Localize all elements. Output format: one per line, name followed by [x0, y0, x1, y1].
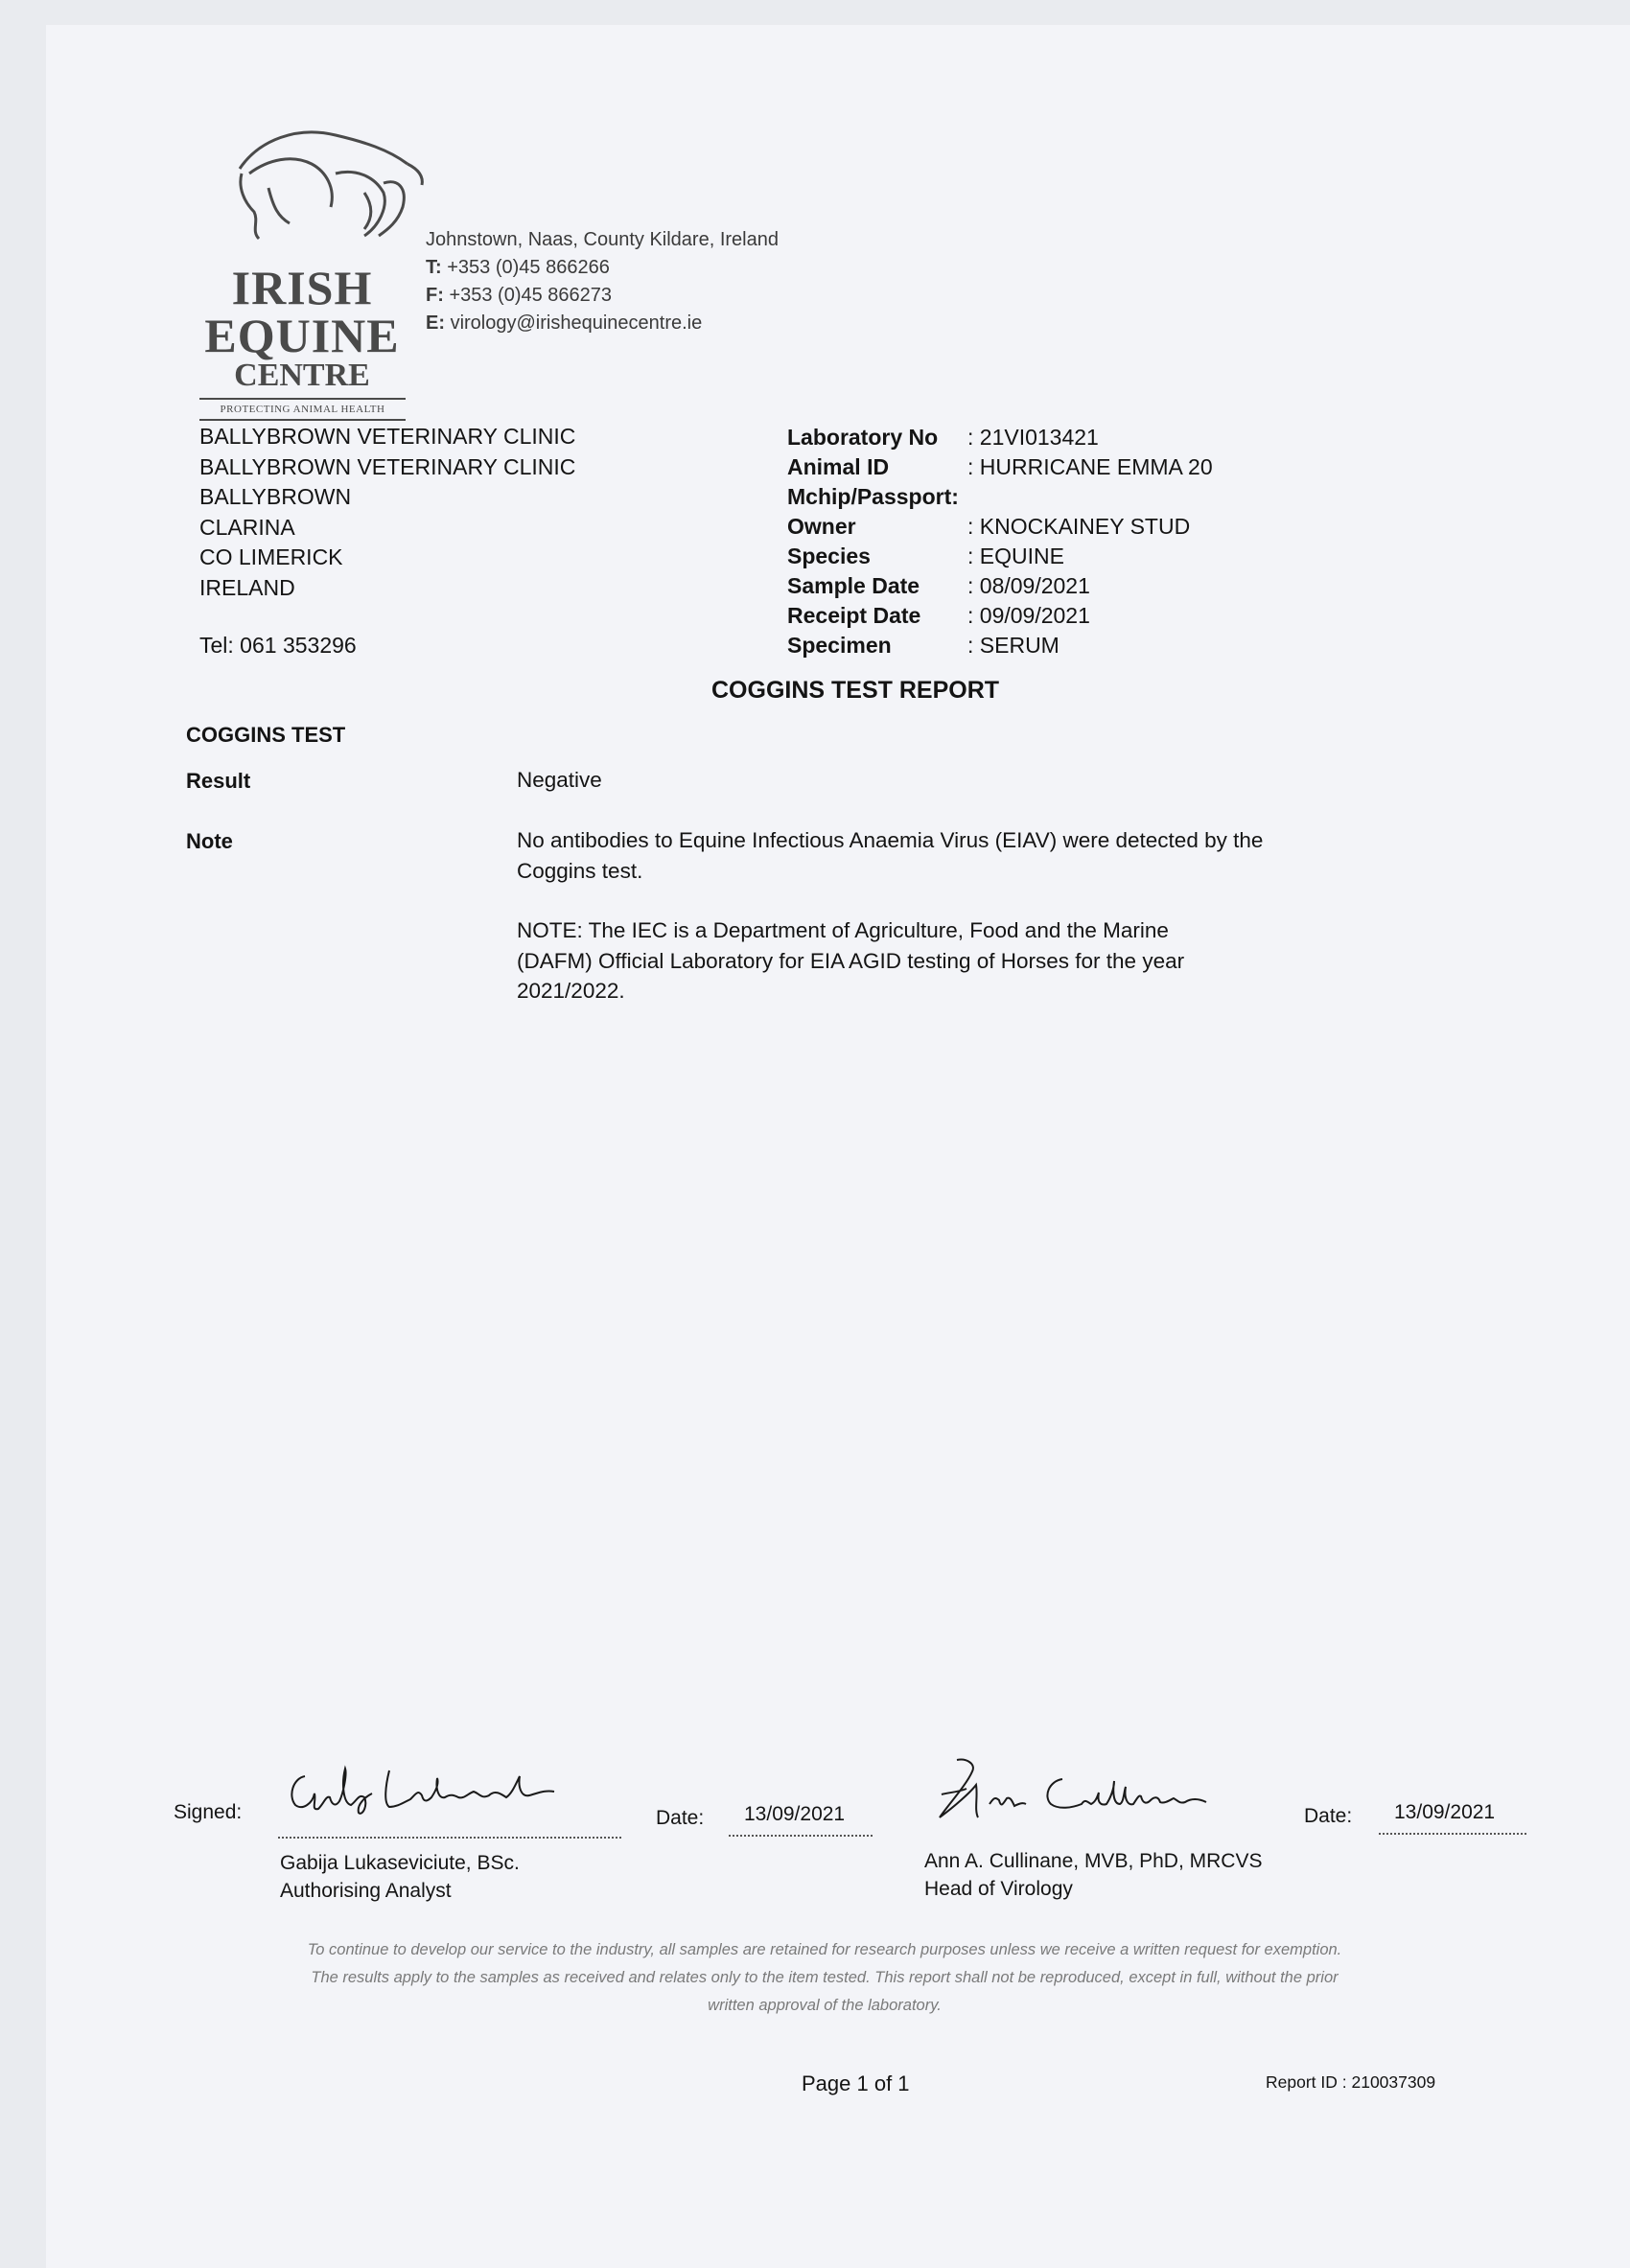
signer2-date: 13/09/2021: [1394, 1801, 1496, 1823]
disclaimer-line-1: To continue to develop our service to the industry, all samples are retained for research purposes unless we receive a written request for exemption.: [307, 1941, 1342, 1958]
note-text: No antibodies to Equine Infectious Anaemia Virus (EIAV) were detected by the Coggins test.: [517, 828, 1264, 883]
signed-label: Signed:: [174, 1801, 243, 1823]
contact-block: [426, 226, 1001, 337]
logo-line-equine: EQUINE: [204, 309, 400, 362]
signer1-date: 13/09/2021: [744, 1803, 846, 1825]
result-value: Negative: [517, 768, 602, 792]
logo-line-centre: CENTRE: [234, 358, 370, 393]
logo-line-irish: IRISH: [231, 261, 373, 314]
logo-tagline: PROTECTING ANIMAL HEALTH: [220, 404, 385, 415]
signer2-name: Ann A. Cullinane, MVB, PhD, MRCVS: [924, 1850, 1263, 1872]
note-label: Note: [186, 829, 233, 853]
document-page: IRISH EQUINE CENTRE PROTECTING ANIMAL HEALTH Johnstown, Naas, County Kildare, Ireland T: +353 (0)45 866266 F: +353 (0)45 866273 E: virology@irishequinecentre.ie BALLYBROWN VETERINARY CLINIC BALLYBROWN VETERINARY CLINIC BALLYBROWN CLARINA CO LIMERICK IRELAND Tel: 061 353296 Laboratory No : 21VI013421 Animal ID : HURRICANE EMMA 20 Mchip/Passport: Owner : KNOCKAINEY STUD Species : EQUINE Sample Date : 08/09/2021 Receipt Date : 09/09/2021 Specimen : SERUM COGGINS TEST REPORT COGGINS TEST Result Negative Note No antibodies to Equine Infectious Anaemia Virus (EIAV) were detected by the Coggins test. NOTE: The IEC is a Department of Agriculture, Food and the Marine (DAFM) Official Laboratory for EIA AGID testing of Horses for the year 2021/2022. Signed: Gabija Lukaseviciute, BSc. Authorising Analyst Date: 13/09/2021 Ann A. Cullinane, MVB, PhD, MRCVS Head of Virology Date: 13/09/2021 To continue to develop our service to the industry, all samples are retained for research purposes unless we receive a written request for exemption. The results apply to the samples as received and relates only to the item tested. This report shall not be reproduced, except in full, without the prior written approval of the laboratory. Page 1 of 1 Report ID : 210037309: [46, 25, 1630, 2268]
date-line-2: [1379, 1833, 1526, 1835]
signer2-title: Head of Virology: [924, 1878, 1073, 1900]
contact-address: Johnstown, Naas, County Kildare, Ireland: [426, 229, 779, 250]
note2-text: NOTE: The IEC is a Department of Agriculture, Food and the Marine (DAFM) Official Laboratory for EIA AGID testing of Horses for the year 2021/2022.: [517, 918, 1185, 1003]
disclaimer-line-2: The results apply to the samples as received and relates only to the item tested. This report shall not be reproduced, except in full, without the prior: [311, 1969, 1339, 1986]
recipient-line: CLARINA: [199, 514, 295, 540]
date-label-1: Date:: [656, 1807, 705, 1829]
recipient-line: BALLYBROWN: [199, 484, 352, 509]
horse-logo-icon: [221, 116, 431, 269]
contact-fax: F: +353 (0)45 866273: [426, 285, 613, 306]
page-number: Page 1 of 1: [802, 2071, 910, 2095]
recipient-tel: Tel: 061 353296: [199, 633, 357, 658]
recipient-line: IRELAND: [199, 574, 295, 600]
disclaimer-line-3: written approval of the laboratory.: [708, 1997, 942, 2014]
signer1-title: Authorising Analyst: [280, 1880, 452, 1902]
signature-ann-cullinane: [919, 1750, 1245, 1837]
logo-divider: [199, 398, 406, 400]
date-label-2: Date:: [1304, 1805, 1353, 1827]
recipient-line: BALLYBROWN VETERINARY CLINIC: [199, 453, 576, 479]
signature-line-1: [278, 1837, 621, 1839]
logo-underline: [199, 419, 406, 421]
test-heading: COGGINS TEST: [186, 723, 346, 747]
report-title: COGGINS TEST REPORT: [711, 677, 1000, 704]
date-line-1: [729, 1835, 873, 1837]
recipient-address: [199, 422, 698, 603]
recipient-line: CO LIMERICK: [199, 544, 343, 569]
contact-phone: T: +353 (0)45 866266: [426, 257, 610, 278]
report-id: Report ID : 210037309: [1266, 2072, 1436, 2092]
irish-equine-centre-logo: [192, 116, 460, 423]
signature-gabija-lukaseviciute: [276, 1755, 583, 1822]
contact-email: E: virology@irishequinecentre.ie: [426, 312, 703, 334]
recipient-line: BALLYBROWN VETERINARY CLINIC: [199, 424, 576, 449]
signer1-name: Gabija Lukaseviciute, BSc.: [280, 1852, 520, 1874]
disclaimer: [201, 1936, 1448, 2020]
result-label: Result: [186, 769, 251, 793]
